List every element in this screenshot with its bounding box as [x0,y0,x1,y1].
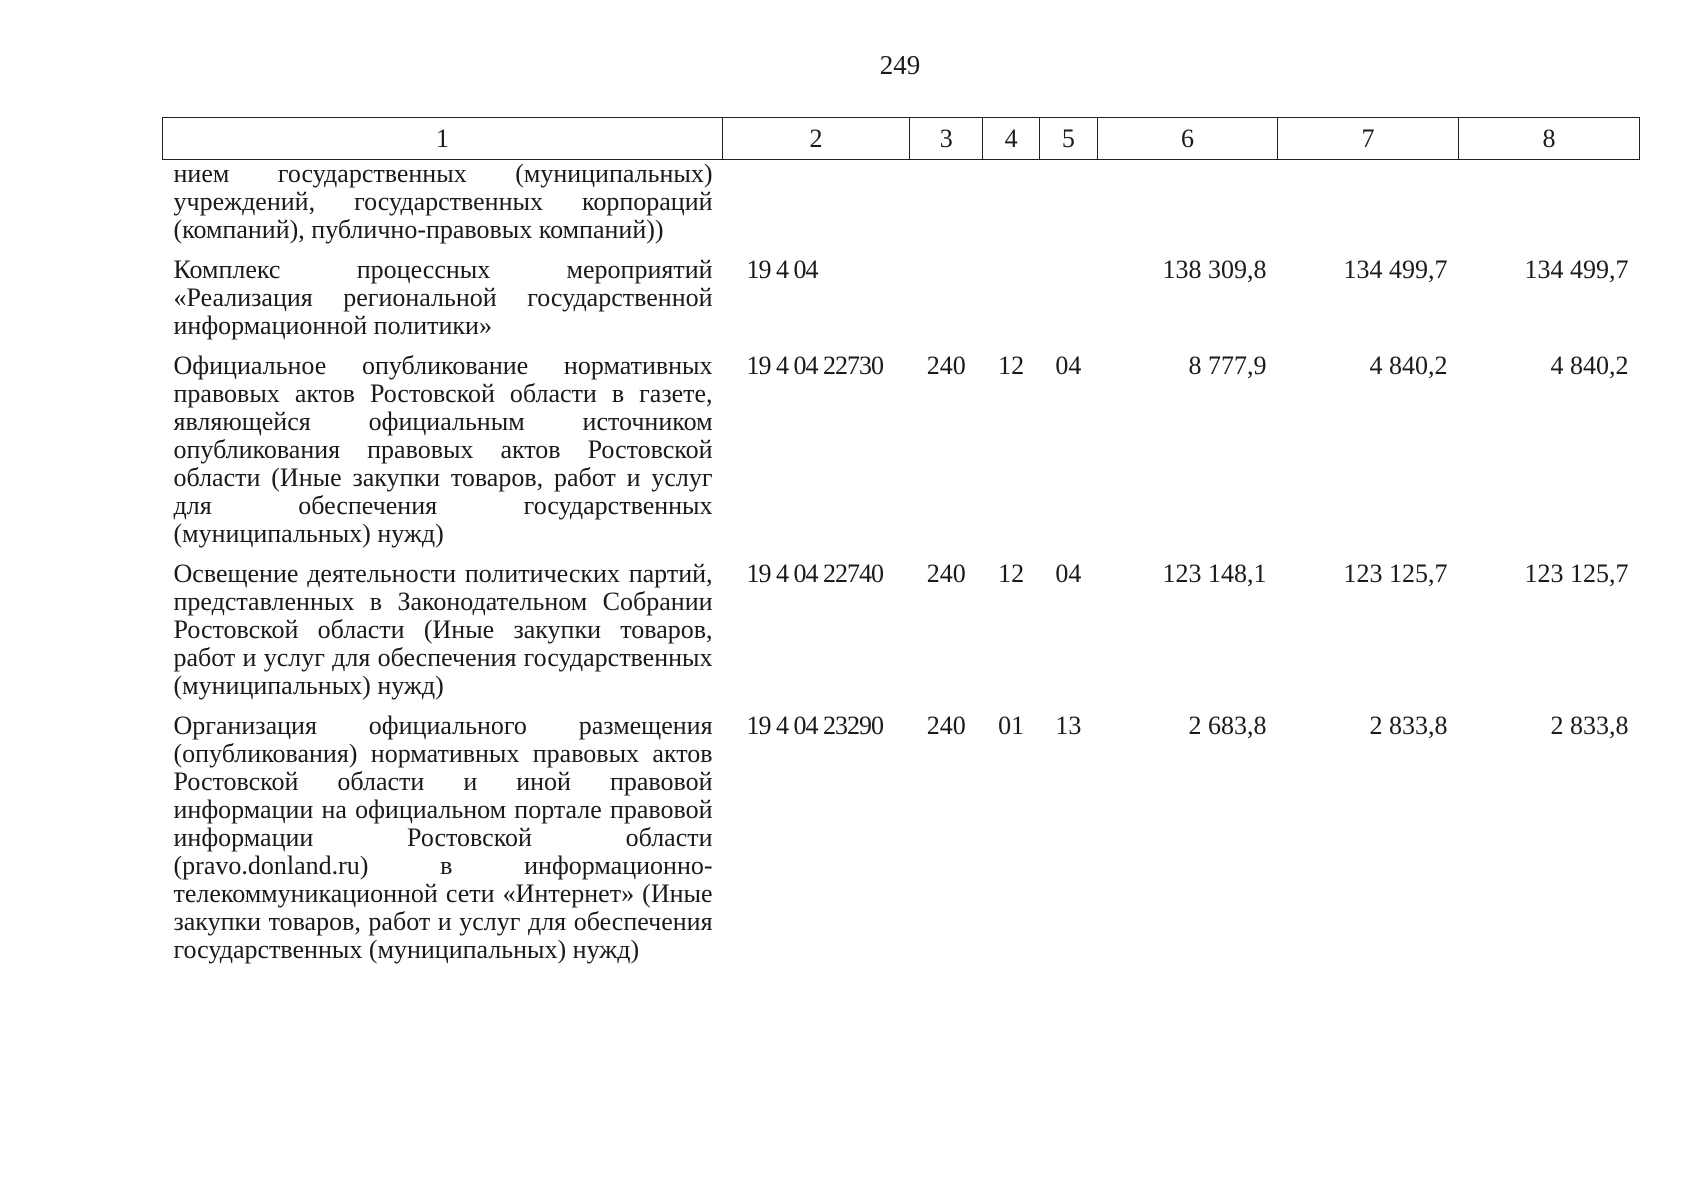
row-name-cell: Организация официального размещения (опубликования) нормативных правовых актов Ростовской области и иной правовой информации на официальном портале правовой информации Ростовской области (pravo.donland.ru) в информационно-телекоммуникационной сети «Интернет» (Иные закупки товаров, работ и услуг для обеспечения государственных (муниципальных) нужд) [173,711,713,964]
row-name-cell: нием государственных (муниципальных) учреждений, государственных корпораций (компаний), публично-правовых компаний)) [173,159,713,244]
table-row [163,160,1640,257]
row-pr-cell: 13 [1055,711,1082,740]
row-value-2-cell [1278,160,1459,257]
row-value-2-cell: 4 840,2 [1369,351,1448,380]
row-vr-cell: 240 [926,711,966,740]
row-name-cell: Официальное опубликование нормативных правовых актов Ростовской области в газете, являющейся официальным источником опубликования правовых актов Ростовской области (Иные закупки товаров, работ и услуг для обеспечения государственных (муниципальных) нужд) [173,351,713,548]
header-row [163,118,1640,160]
column-header-5: 5 [1039,118,1097,160]
row-rz-cell: 01 [998,711,1025,740]
row-rz-cell [983,160,1039,257]
row-code-cell [723,160,910,257]
column-header-2: 2 [723,118,910,160]
row-code-cell: 19 4 04 [746,255,818,284]
column-header-1: 1 [163,118,723,160]
row-value-2-cell: 134 499,7 [1343,255,1448,284]
row-name-cell: Комплекс процессных мероприятий «Реализация региональной государственной информационной политики» [173,255,713,340]
row-value-3-cell: 134 499,7 [1524,255,1629,284]
row-pr-cell [1039,160,1097,257]
row-code-cell: 19 4 04 23290 [746,711,884,740]
row-value-3-cell [1458,160,1639,257]
row-rz-cell [983,256,1039,352]
row-value-3-cell: 123 125,7 [1524,559,1629,588]
row-value-3-cell: 4 840,2 [1550,351,1629,380]
row-vr-cell [910,256,983,352]
row-value-3-cell: 2 833,8 [1550,711,1629,740]
row-value-2-cell: 2 833,8 [1369,711,1448,740]
row-value-1-cell: 2 683,8 [1188,711,1267,740]
row-value-1-cell: 138 309,8 [1162,255,1267,284]
row-rz-cell: 12 [998,559,1025,588]
table-row [163,352,1640,560]
row-pr-cell: 04 [1055,559,1082,588]
page-number: 249 [879,50,921,80]
row-name-cell: Освещение деятельности политических партий, представленных в Законодательном Собрании Ростовской области (Иные закупки товаров, работ и услуг для обеспечения государственных (муниципальных) нужд) [173,559,713,700]
budget-table [162,117,1640,976]
table-row [163,256,1640,352]
row-value-1-cell: 8 777,9 [1188,351,1267,380]
column-header-3: 3 [910,118,983,160]
row-vr-cell: 240 [926,559,966,588]
table-row [163,560,1640,712]
row-code-cell: 19 4 04 22740 [746,559,884,588]
row-value-1-cell: 123 148,1 [1162,559,1267,588]
table-row [163,712,1640,976]
column-header-7: 7 [1278,118,1459,160]
row-rz-cell: 12 [998,351,1025,380]
row-pr-cell: 04 [1055,351,1082,380]
row-value-1-cell [1098,160,1278,257]
column-header-8: 8 [1458,118,1639,160]
row-vr-cell [910,160,983,257]
column-header-6: 6 [1098,118,1278,160]
column-header-4: 4 [983,118,1039,160]
row-code-cell: 19 4 04 22730 [746,351,884,380]
row-pr-cell [1039,256,1097,352]
row-vr-cell: 240 [926,351,966,380]
row-value-2-cell: 123 125,7 [1343,559,1448,588]
